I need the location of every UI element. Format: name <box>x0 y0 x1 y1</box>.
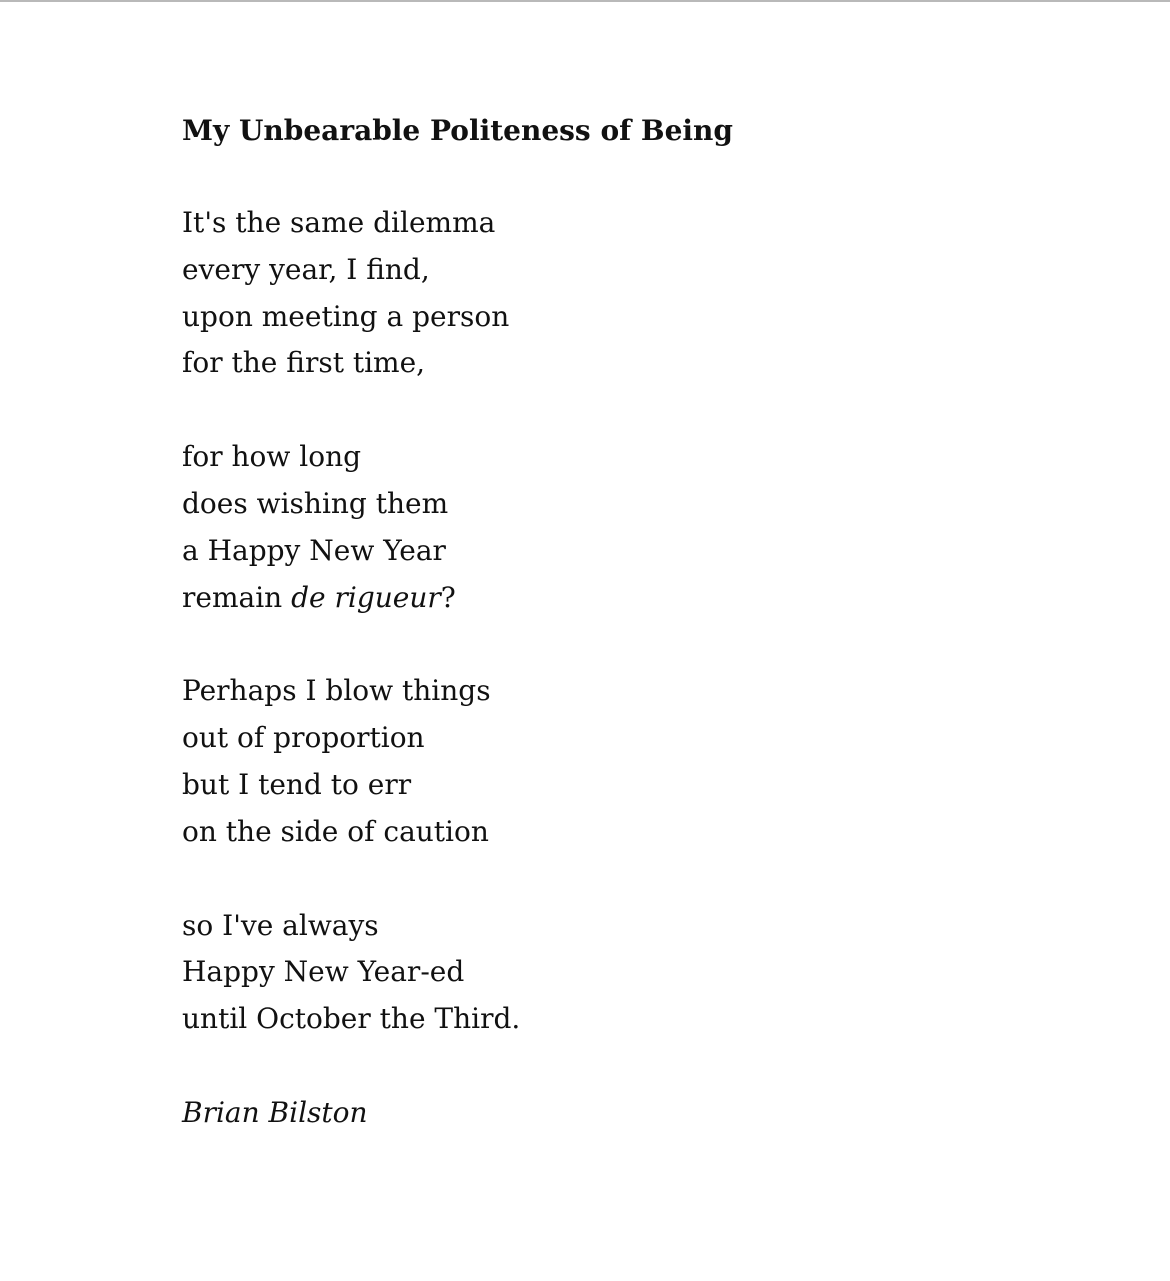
poem-line: upon meeting a person <box>182 299 510 333</box>
stanza-2 <box>182 434 1082 621</box>
poem-line: but I tend to err <box>182 767 412 801</box>
poem-line-text: remain <box>182 580 292 614</box>
poem-line: Happy New Year-ed <box>182 955 465 989</box>
poem-line <box>182 575 1082 622</box>
poem-line: so I've always <box>182 908 379 942</box>
poem-line: Perhaps I blow things <box>182 674 491 708</box>
poem-line: for how long <box>182 440 362 474</box>
poem-title: My Unbearable Politeness of Being <box>182 114 733 147</box>
poem-line: until October the Third. <box>182 1002 521 1036</box>
stanza-3 <box>182 668 1082 855</box>
poem-line: out of proportion <box>182 721 425 755</box>
page-top-border <box>0 0 1170 2</box>
poem-line: on the side of caution <box>182 814 489 848</box>
poem-line-punctuation: ? <box>440 580 456 614</box>
italic-phrase: de rigueur <box>291 580 441 614</box>
stanza-1 <box>182 200 1082 387</box>
stanza-4 <box>182 903 1082 1043</box>
poem-line: It's the same dilemma <box>182 206 496 239</box>
poem-line: for the first time, <box>182 346 426 380</box>
poem <box>182 108 1082 1137</box>
poem-line: every year, I find, <box>182 252 430 286</box>
poem-line: does wishing them <box>182 486 449 520</box>
poem-author: Brian Bilston <box>182 1095 368 1129</box>
poem-line: a Happy New Year <box>182 533 446 567</box>
